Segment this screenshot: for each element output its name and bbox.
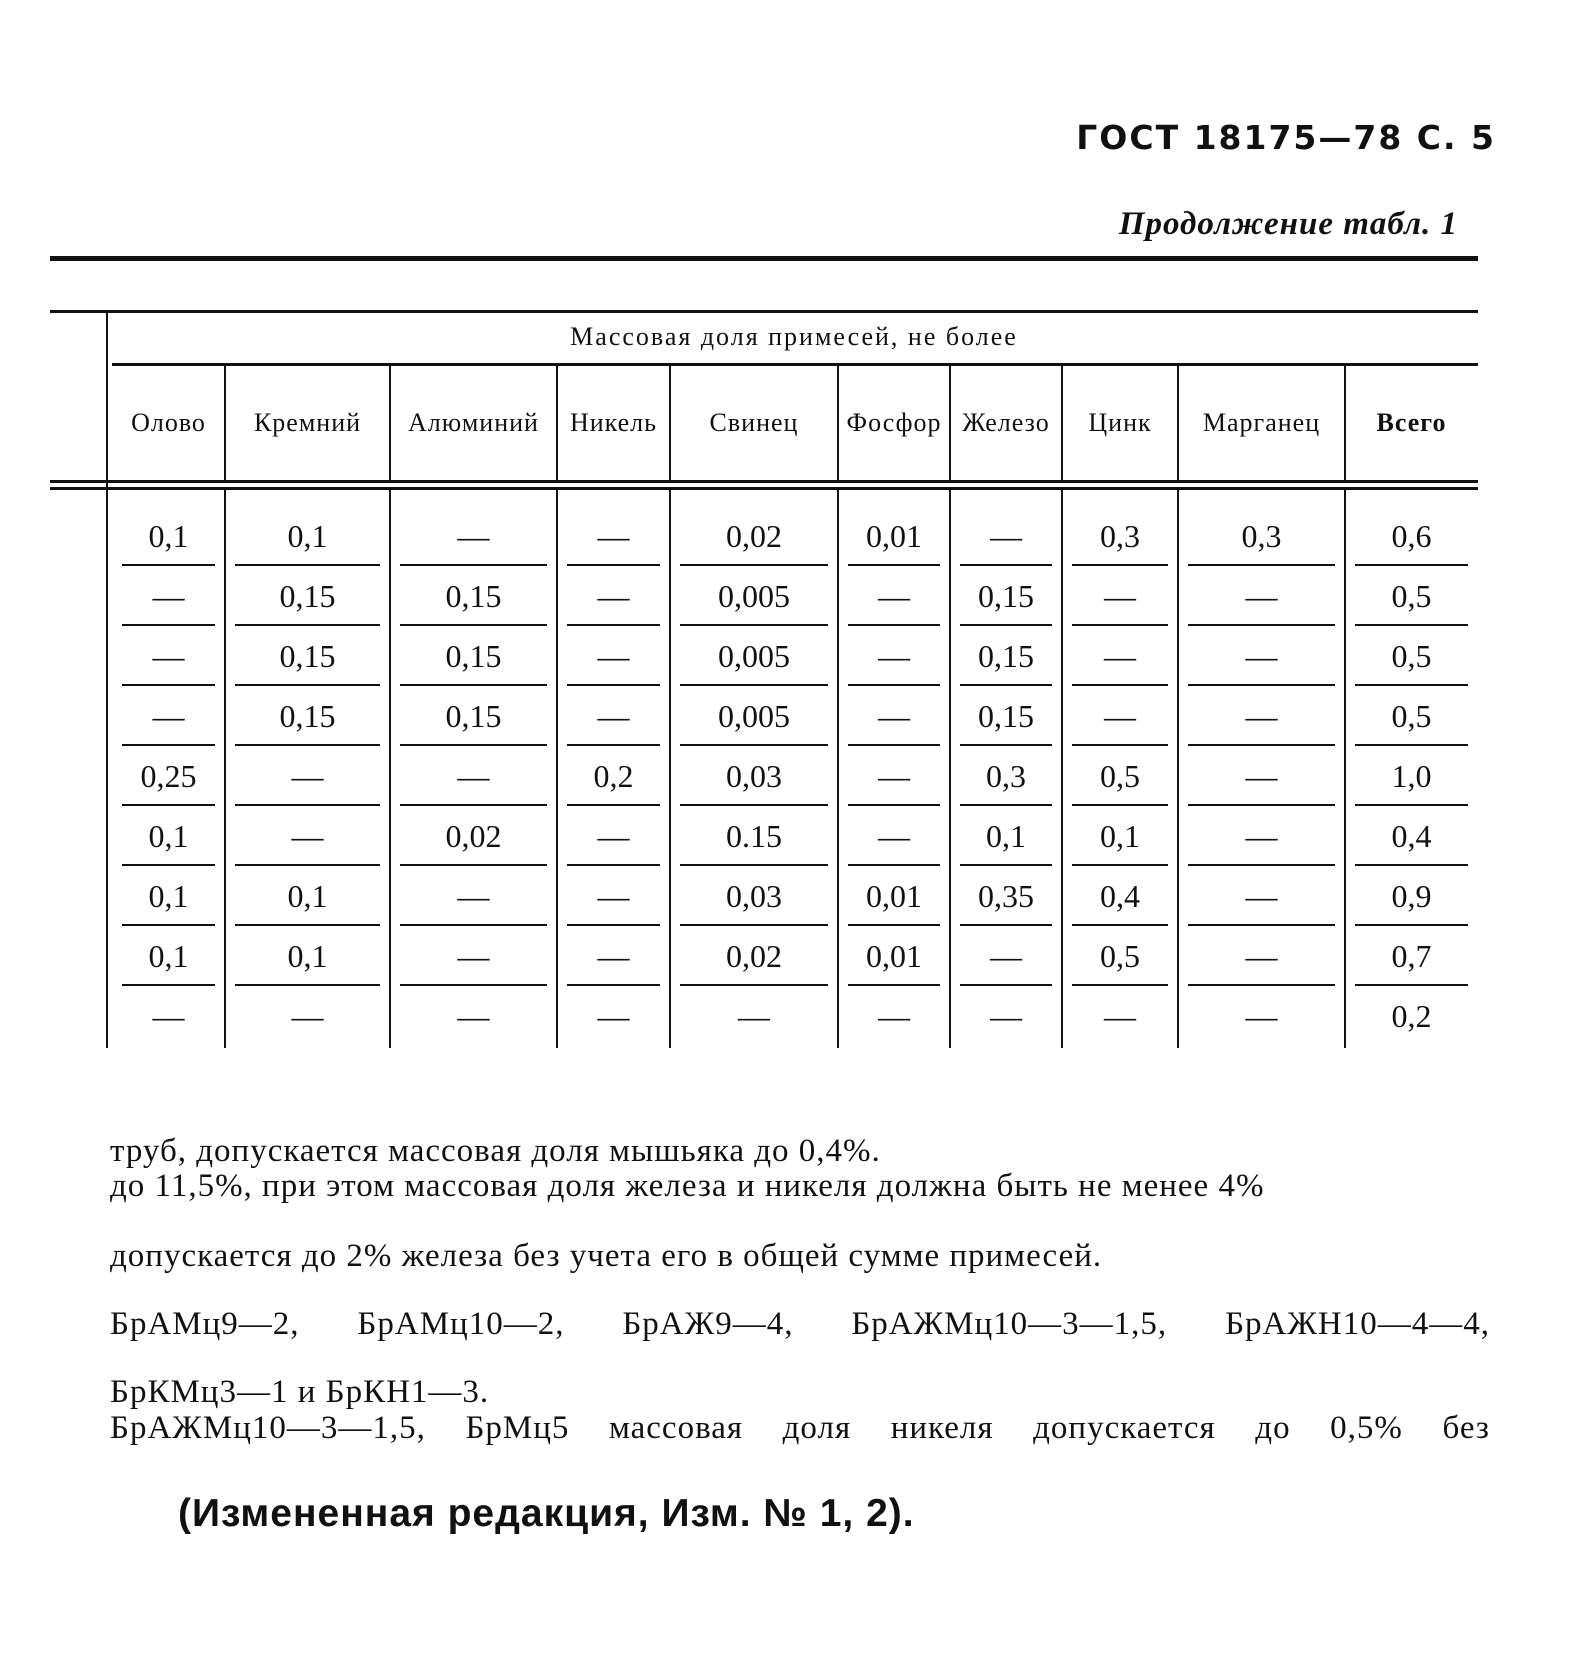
table-cell: —: [597, 878, 630, 914]
note-word: БрМц5: [465, 1410, 570, 1446]
note-line-6: [110, 1410, 1490, 1447]
table-cell: —: [1245, 698, 1278, 734]
cell-underline: [400, 804, 547, 806]
table-cell: 0,15: [978, 698, 1034, 734]
table-cell: —: [990, 998, 1022, 1034]
cell-underline: [1355, 684, 1468, 686]
table-cell: —: [990, 938, 1022, 974]
table-cell: 0,7: [1391, 938, 1432, 974]
table-cell: —: [738, 998, 770, 1034]
table-cell: 0,3: [986, 758, 1026, 794]
cell-underline: [1188, 564, 1335, 566]
cell-underline: [567, 984, 660, 986]
cell-underline: [1072, 564, 1168, 566]
table-cell: 0,1: [148, 878, 189, 914]
cell-underline: [1355, 624, 1468, 626]
table-continuation-caption: Продолжение табл. 1: [1118, 206, 1458, 242]
table-cell: —: [597, 638, 630, 674]
column-header-aluminium: Алюминий: [408, 408, 539, 437]
cell-underline: [960, 624, 1052, 626]
table-top-rule: [50, 256, 1478, 261]
cell-underline: [567, 804, 660, 806]
cell-underline: [235, 804, 380, 806]
cell-underline: [400, 924, 547, 926]
table-cell: —: [597, 818, 630, 854]
cell-underline: [680, 744, 828, 746]
group-header-rule: [112, 363, 1478, 366]
cell-underline: [122, 624, 215, 626]
table-cell: 0,4: [1100, 878, 1140, 914]
table-cell: 0,01: [866, 878, 922, 914]
cell-underline: [567, 564, 660, 566]
column-header-nickel: Никель: [569, 408, 658, 437]
table-cell: —: [457, 938, 490, 974]
cell-underline: [1188, 864, 1335, 866]
group-header: Массовая доля примесей, не более: [570, 322, 1018, 351]
table-cell: 0,5: [1100, 938, 1140, 974]
table-cell: —: [597, 578, 630, 614]
table-cell: 0,03: [726, 758, 782, 794]
table-header-bottom-rule-second: [50, 487, 1478, 490]
cell-underline: [848, 804, 940, 806]
table-cell: —: [597, 698, 630, 734]
table-cell: —: [878, 998, 910, 1034]
table-cell: 0,1: [148, 818, 189, 854]
cell-underline: [235, 564, 380, 566]
cell-underline: [235, 924, 380, 926]
table-cell: —: [597, 938, 630, 974]
cell-underline: [1072, 744, 1168, 746]
cell-underline: [960, 864, 1052, 866]
cell-underline: [1188, 684, 1335, 686]
column-header-tin: Олово: [131, 408, 206, 437]
table-cell: 0,15: [445, 698, 502, 734]
note-line-3: допускается до 2% железа без учета его в общей сумме примесей.: [110, 1238, 1103, 1274]
table-cell: 0,01: [866, 518, 922, 554]
table-header-bottom-rule: [50, 480, 1478, 483]
table-cell: —: [597, 998, 630, 1034]
table-cell: 0,5: [1391, 698, 1432, 734]
cell-underline: [848, 744, 940, 746]
cell-underline: [960, 684, 1052, 686]
note-word: БрАМц9—2,: [110, 1306, 300, 1342]
note-word: допускается: [1033, 1410, 1216, 1446]
column-header-manganese: Марганец: [1202, 408, 1321, 437]
table-cell: 0,9: [1391, 878, 1432, 914]
cell-underline: [567, 624, 660, 626]
note-word: до: [1255, 1410, 1291, 1446]
note-line-1: труб, допускается массовая доля мышьяка до 0,4%.: [110, 1133, 881, 1169]
cell-underline: [1188, 804, 1335, 806]
table-cell: —: [152, 998, 185, 1034]
cell-underline: [1188, 624, 1335, 626]
cell-underline: [848, 624, 940, 626]
table-cell: —: [1245, 818, 1278, 854]
page-number: ГОСТ 18175—78 С. 5: [1076, 118, 1496, 157]
cell-underline: [235, 984, 380, 986]
column-header-iron: Железо: [962, 408, 1050, 437]
table-cell: —: [1245, 878, 1278, 914]
cell-underline: [567, 744, 660, 746]
table-cell: 0,1: [287, 518, 328, 554]
table-cell: 0,005: [718, 578, 790, 614]
cell-underline: [122, 924, 215, 926]
table-cell: —: [152, 698, 185, 734]
cell-underline: [1072, 684, 1168, 686]
cell-underline: [235, 744, 380, 746]
table-cell: 0,1: [148, 518, 189, 554]
table-cell: 0,1: [1100, 818, 1140, 854]
cell-underline: [235, 624, 380, 626]
table-cell: 0,5: [1100, 758, 1140, 794]
cell-underline: [122, 984, 215, 986]
table-cell: 0,1: [287, 938, 328, 974]
table-cell: 0,2: [593, 758, 634, 794]
table-header-top-rule: [50, 310, 1478, 313]
cell-underline: [848, 564, 940, 566]
table-cell: 0,02: [445, 818, 502, 854]
note-line-4: [110, 1306, 1490, 1343]
table-cell: 0,3: [1241, 518, 1282, 554]
table-cell: 0,15: [279, 698, 336, 734]
column-header-lead: Свинец: [709, 408, 799, 437]
table-cell: —: [878, 638, 910, 674]
table-cell: 0,2: [1391, 998, 1432, 1034]
note-word: массовая: [608, 1410, 744, 1446]
cell-underline: [1355, 924, 1468, 926]
cell-underline: [1188, 744, 1335, 746]
cell-underline: [1072, 804, 1168, 806]
column-header-silicon: Кремний: [253, 408, 362, 437]
cell-underline: [1355, 564, 1468, 566]
cell-underline: [400, 684, 547, 686]
cell-underline: [960, 804, 1052, 806]
cell-underline: [1072, 924, 1168, 926]
table-cell: —: [1245, 938, 1278, 974]
note-line-5: БрКМц3—1 и БрКН1—3.: [110, 1374, 490, 1410]
table-cell: —: [457, 758, 490, 794]
table-cell: 1,0: [1391, 758, 1432, 794]
table-cell: 0,3: [1100, 518, 1140, 554]
cell-underline: [960, 564, 1052, 566]
cell-underline: [122, 684, 215, 686]
table-cell: —: [291, 818, 324, 854]
table-cell: 0,35: [978, 878, 1034, 914]
table-cell: 0,03: [726, 878, 782, 914]
cell-underline: [848, 984, 940, 986]
table-cell: —: [1245, 998, 1278, 1034]
table-cell: 0,15: [279, 578, 336, 614]
table-cell: 0,02: [726, 518, 782, 554]
cell-underline: [122, 744, 215, 746]
cell-underline: [1188, 924, 1335, 926]
table-cell: —: [152, 578, 185, 614]
table-cell: —: [291, 758, 324, 794]
table-cell: —: [1245, 578, 1278, 614]
table-cell: —: [457, 518, 490, 554]
table-cell: 0,1: [986, 818, 1026, 854]
table-cell: —: [152, 638, 185, 674]
column-header-zinc: Цинк: [1088, 408, 1152, 437]
cell-underline: [960, 744, 1052, 746]
cell-underline: [848, 684, 940, 686]
table-cell: —: [291, 998, 324, 1034]
table-cell: 0,15: [445, 638, 502, 674]
cell-underline: [1072, 864, 1168, 866]
note-word: БрАЖН10—4—4,: [1225, 1306, 1490, 1342]
table-cell: 0,02: [726, 938, 782, 974]
table-cell: —: [1104, 578, 1136, 614]
table-cell: —: [990, 518, 1022, 554]
cell-underline: [235, 864, 380, 866]
table-cell: 0,25: [140, 758, 197, 794]
table-cell: —: [1104, 698, 1136, 734]
cell-underline: [400, 984, 547, 986]
cell-underline: [680, 924, 828, 926]
cell-underline: [1072, 984, 1168, 986]
column-header-phosphorus: Фосфор: [846, 408, 942, 437]
table-cell: —: [1104, 998, 1136, 1034]
cell-underline: [1355, 984, 1468, 986]
cell-underline: [400, 564, 547, 566]
cell-underline: [848, 864, 940, 866]
table-cell: 0,005: [718, 638, 790, 674]
table-cell: —: [878, 818, 910, 854]
note-word: 0,5%: [1330, 1410, 1403, 1446]
cell-underline: [848, 924, 940, 926]
cell-underline: [680, 864, 828, 866]
table-cell: 0,1: [287, 878, 328, 914]
amendment-note: (Измененная редакция, Изм. № 1, 2).: [178, 1492, 915, 1535]
cell-underline: [1072, 624, 1168, 626]
table-cell: 0,1: [148, 938, 189, 974]
cell-underline: [960, 984, 1052, 986]
cell-underline: [1355, 864, 1468, 866]
table-cell: —: [878, 698, 910, 734]
cell-underline: [680, 804, 828, 806]
cell-underline: [1355, 744, 1468, 746]
table-cell: 0,15: [445, 578, 502, 614]
column-header-total: Всего: [1376, 408, 1447, 437]
cell-underline: [122, 564, 215, 566]
table-cell: 0,5: [1391, 638, 1432, 674]
cell-underline: [680, 624, 828, 626]
table-cell: 0,15: [978, 578, 1034, 614]
table-cell: —: [1245, 638, 1278, 674]
table-cell: —: [457, 878, 490, 914]
table-cell: 0,15: [978, 638, 1034, 674]
note-word: БрАМц10—2,: [357, 1306, 565, 1342]
table-left-border: [106, 313, 108, 1048]
note-word: БрАЖМц10—3—1,5,: [110, 1410, 426, 1446]
cell-underline: [567, 684, 660, 686]
cell-underline: [400, 624, 547, 626]
cell-underline: [122, 804, 215, 806]
table-cell: —: [1104, 638, 1136, 674]
table-cell: —: [878, 758, 910, 794]
table-cell: 0,6: [1391, 518, 1432, 554]
cell-underline: [1188, 984, 1335, 986]
note-word: доля: [782, 1410, 852, 1446]
cell-underline: [1355, 804, 1468, 806]
table-cell: —: [597, 518, 630, 554]
cell-underline: [960, 924, 1052, 926]
cell-underline: [680, 684, 828, 686]
table-cell: 0,01: [866, 938, 922, 974]
note-word: никеля: [890, 1410, 994, 1446]
cell-underline: [567, 924, 660, 926]
cell-underline: [400, 864, 547, 866]
table-cell: 0.15: [726, 818, 782, 854]
cell-underline: [400, 744, 547, 746]
cell-underline: [235, 684, 380, 686]
cell-underline: [680, 984, 828, 986]
note-word: БрАЖ9—4,: [622, 1306, 794, 1342]
table-cell: 0,5: [1391, 578, 1432, 614]
table-cell: —: [878, 578, 910, 614]
note-line-2: до 11,5%, при этом массовая доля железа и никеля должна быть не менее 4%: [110, 1168, 1265, 1204]
table-cell: 0,005: [718, 698, 790, 734]
table-cell: 0,4: [1391, 818, 1432, 854]
cell-underline: [567, 864, 660, 866]
table-cell: 0,15: [279, 638, 336, 674]
table-cell: —: [1245, 758, 1278, 794]
cell-underline: [680, 564, 828, 566]
note-word: без: [1442, 1410, 1490, 1446]
note-word: БрАЖМц10—3—1,5,: [851, 1306, 1168, 1342]
table-cell: —: [457, 998, 490, 1034]
cell-underline: [122, 864, 215, 866]
